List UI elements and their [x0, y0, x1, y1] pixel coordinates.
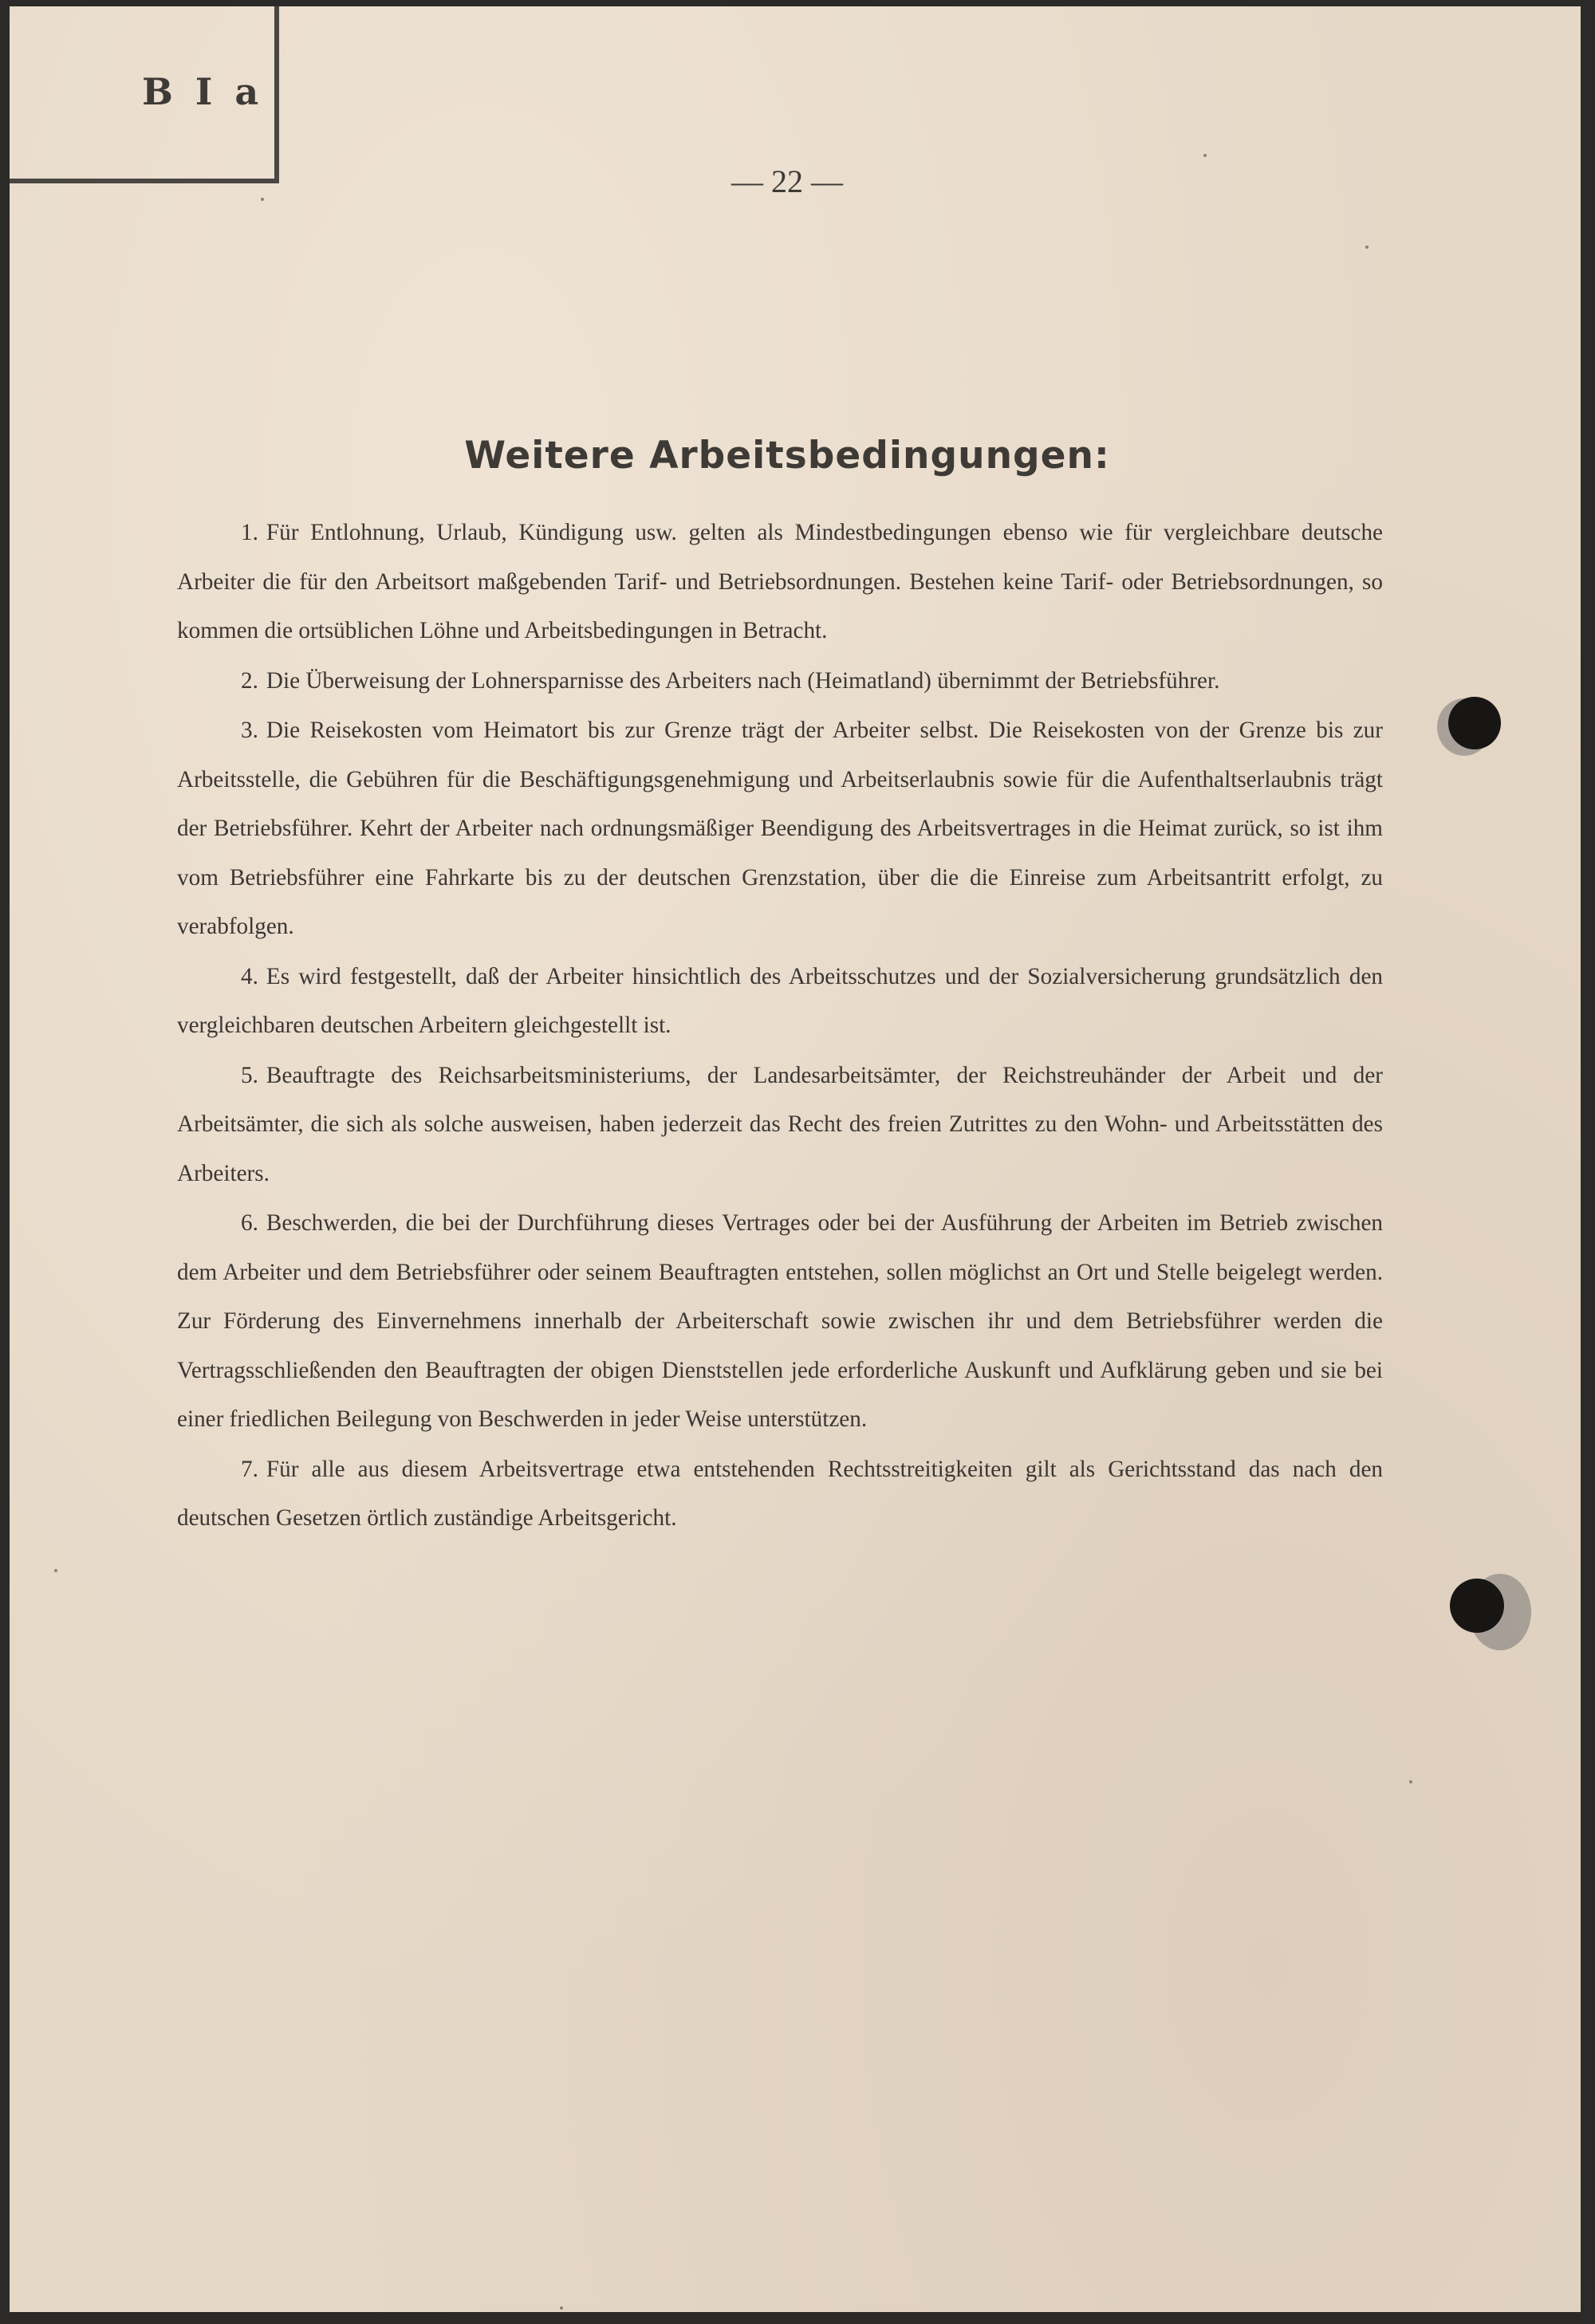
clause-4	[177, 953, 1383, 1051]
form-code-box	[10, 6, 279, 183]
clause-3	[177, 706, 1383, 952]
clause-number: 2.	[241, 667, 258, 694]
clause-list	[177, 509, 1383, 1544]
clause-text: Für Entlohnung, Urlaub, Kündigung usw. gelten als Mindestbedingungen ebenso wie für vergleichbare deutsche Arbeiter die für den Arbeitsort maßgebenden Tarif- und Betriebsordnungen. Bestehen keine Tarif- oder Betriebsordnungen, so kommen die ortsüblichen Löhne und Arbeitsbedingungen in Betracht.	[177, 520, 1383, 643]
paper-fleck	[560, 2306, 563, 2310]
clause-text: Es wird festgestellt, daß der Arbeiter hinsichtlich des Arbeitsschutzes und der Sozialversicherung grundsätzlich den vergleichbaren deutschen Arbeitern gleichgestellt ist.	[177, 963, 1383, 1038]
clause-number: 1.	[241, 520, 258, 545]
clause-text: Die Reisekosten vom Heimatort bis zur Grenze trägt der Arbeiter selbst. Die Reisekosten von der Grenze bis zur Arbeitsstelle, die Gebühren für die Beschäftigungsgenehmigung und Arbeitserlaubnis sowie für die Aufenthaltserlaubnis trägt der Betriebsführer. Kehrt der Arbeiter nach ordnungsmäßiger Beendigung des Arbeitsvertrages in die Heimat zurück, so ist ihm vom Betriebsführer eine Fahrkarte bis zu der deutschen Grenzstation, über die die Einreise zum Arbeitsantritt erfolgt, zu verabfolgen.	[177, 718, 1383, 939]
clause-number: 5.	[241, 1062, 258, 1088]
document-page	[10, 6, 1581, 2312]
clause-text: Die Überweisung der Lohnersparnisse des Arbeiters nach (Heimatland) übernimmt der Betriebsführer.	[266, 667, 1220, 694]
section-heading: Weitere Arbeitsbedingungen:	[464, 434, 1110, 478]
clause-1	[177, 509, 1383, 656]
paper-fleck	[261, 198, 264, 201]
paper-fleck	[54, 1569, 57, 1572]
paper-fleck	[1409, 1780, 1412, 1783]
clause-2	[177, 657, 1383, 706]
punch-hole-upper	[1448, 697, 1501, 749]
clause-number: 7.	[241, 1456, 258, 1482]
clause-number: 4.	[241, 963, 258, 989]
clause-text: Für alle aus diesem Arbeitsvertrage etwa entstehenden Rechtsstreitigkeiten gilt als Gerichtsstand das nach den deutschen Gesetzen örtlich zuständige Arbeitsgericht.	[177, 1456, 1383, 1531]
clause-6	[177, 1199, 1383, 1445]
paper-fleck	[1365, 246, 1369, 249]
clause-7	[177, 1445, 1383, 1543]
clause-number: 6.	[241, 1210, 258, 1236]
form-code-label: B I a	[142, 70, 264, 113]
clause-5	[177, 1052, 1383, 1199]
page-number: — 22 —	[731, 163, 843, 199]
clause-number: 3.	[241, 718, 258, 743]
punch-hole-lower	[1450, 1579, 1504, 1633]
clause-text: Beschwerden, die bei der Durchführung dieses Vertrages oder bei der Ausführung der Arbeiten im Betrieb zwischen dem Arbeiter und dem Betriebsführer oder seinem Beauftragten entstehen, sollen möglichst an Ort und Stelle beigelegt werden. Zur Förderung des Einvernehmens innerhalb der Arbeiterschaft sowie zwischen ihr und dem Betriebsführer werden die Vertragsschließenden den Beauftragten der obigen Dienststellen jede erforderliche Auskunft und Aufklärung geben und sie bei einer friedlichen Beilegung von Beschwerden in jeder Weise unterstützen.	[177, 1210, 1383, 1432]
paper-fleck	[1203, 154, 1207, 157]
clause-text: Beauftragte des Reichsarbeitsministeriums, der Landesarbeitsämter, der Reichstreuhänder der Arbeit und der Arbeitsämter, die sich als solche ausweisen, haben jederzeit das Recht des freien Zutrittes zu den Wohn- und Arbeitsstätten des Arbeiters.	[177, 1062, 1383, 1186]
